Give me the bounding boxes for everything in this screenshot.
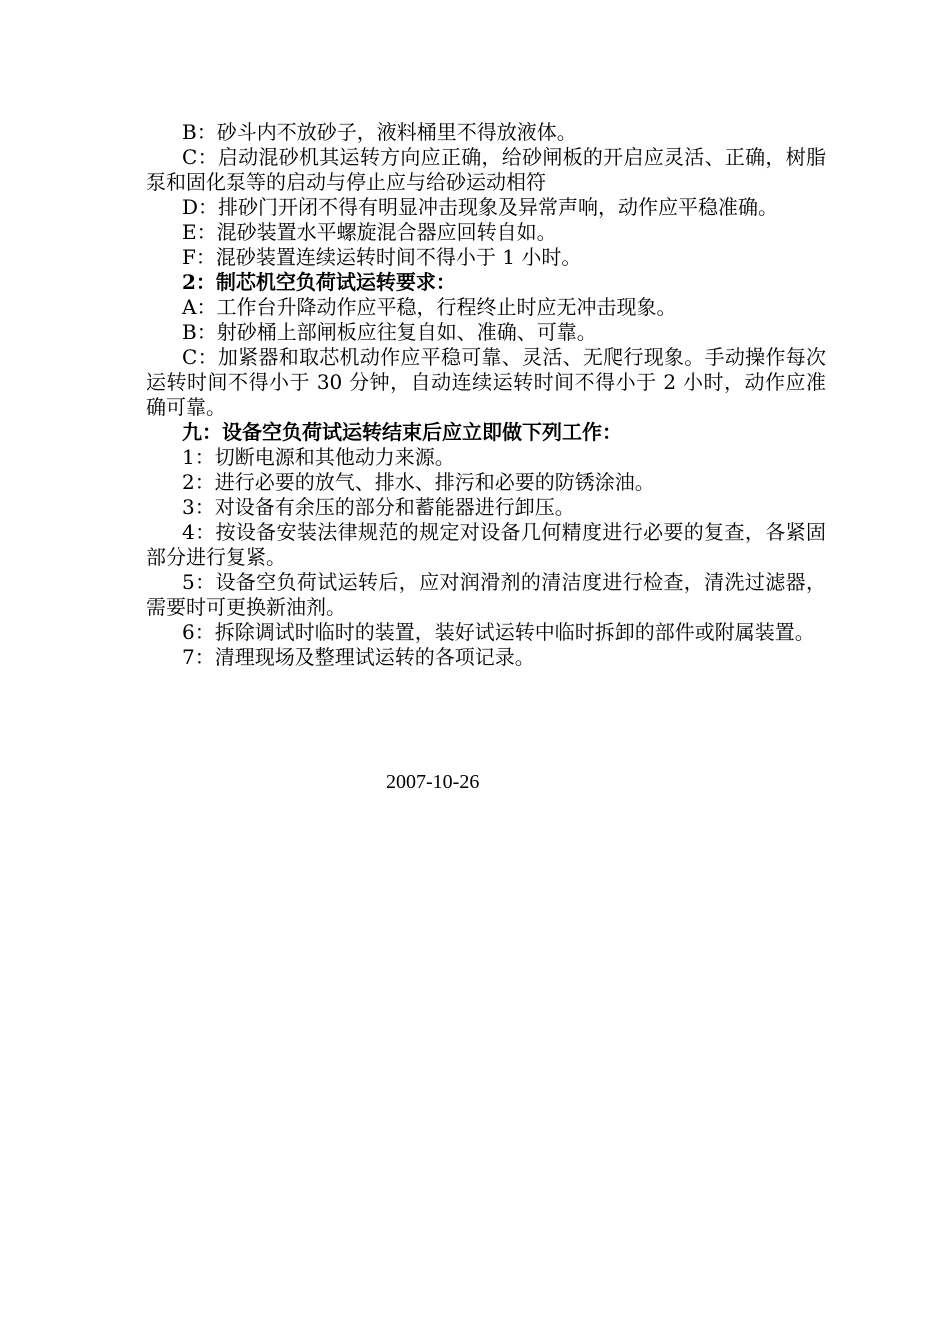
paragraph-1-cut-power: 1：切断电源和其他动力来源。 xyxy=(182,445,455,469)
paragraph-6-remove-temporary: 6：拆除调试时临时的装置，装好试运转中临时拆卸的部件或附属装置。 xyxy=(182,620,815,644)
paragraph-5-lubricant-check: 5：设备空负荷试运转后，应对润滑剂的清洁度进行检查，清洗过滤器，需要时可更换新油剂。 xyxy=(146,570,826,619)
paragraph-b-shooting-barrel: B：射砂桶上部闸板应往复自如、准确、可靠。 xyxy=(182,320,597,344)
paragraph-e-screw-mixer: E：混砂装置水平螺旋混合器应回转自如。 xyxy=(182,220,557,244)
paragraph-4-precision-recheck: 4：按设备安装法律规范的规定对设备几何精度进行必要的复查，各紧固部分进行复紧。 xyxy=(146,520,826,569)
paragraph-d-discharge-gate: D：排砂门开闭不得有明显冲击现象及异常声响，动作应平稳准确。 xyxy=(182,195,779,219)
paragraph-b-sand-hopper: B：砂斗内不放砂子，液料桶里不得放液体。 xyxy=(182,120,577,144)
paragraph-c-clamp-core-extractor: C：加紧器和取芯机动作应平稳可靠、灵活、无爬行现象。手动操作每次运转时间不得小于 30 分钟，自动连续运转时间不得小于 2 小时，动作应准确可靠。 xyxy=(146,345,826,419)
document-body xyxy=(146,120,826,670)
paragraph-f-continuous-run: F：混砂装置连续运转时间不得小于 1 小时。 xyxy=(182,245,582,269)
paragraph-3-pressure-relief: 3：对设备有余压的部分和蓄能器进行卸压。 xyxy=(182,495,575,519)
paragraph-2-venting-draining: 2：进行必要的放气、排水、排污和必要的防锈涂油。 xyxy=(182,470,655,494)
paragraph-7-cleanup-records: 7：清理现场及整理试运转的各项记录。 xyxy=(182,645,535,669)
section-heading-after-trial-run: 九：设备空负荷试运转结束后应立即做下列工作： xyxy=(182,420,622,444)
paragraph-a-worktable: A：工作台升降动作应平稳，行程终止时应无冲击现象。 xyxy=(182,295,677,319)
document-date: 2007-10-26 xyxy=(386,771,480,793)
section-heading-core-machine: 2：制芯机空负荷试运转要求： xyxy=(182,270,456,294)
paragraph-c-start-mixer: C：启动混砂机其运转方向应正确，给砂闸板的开启应灵活、正确，树脂泵和固化泵等的启动与停止应与给砂运动相符 xyxy=(146,145,826,194)
